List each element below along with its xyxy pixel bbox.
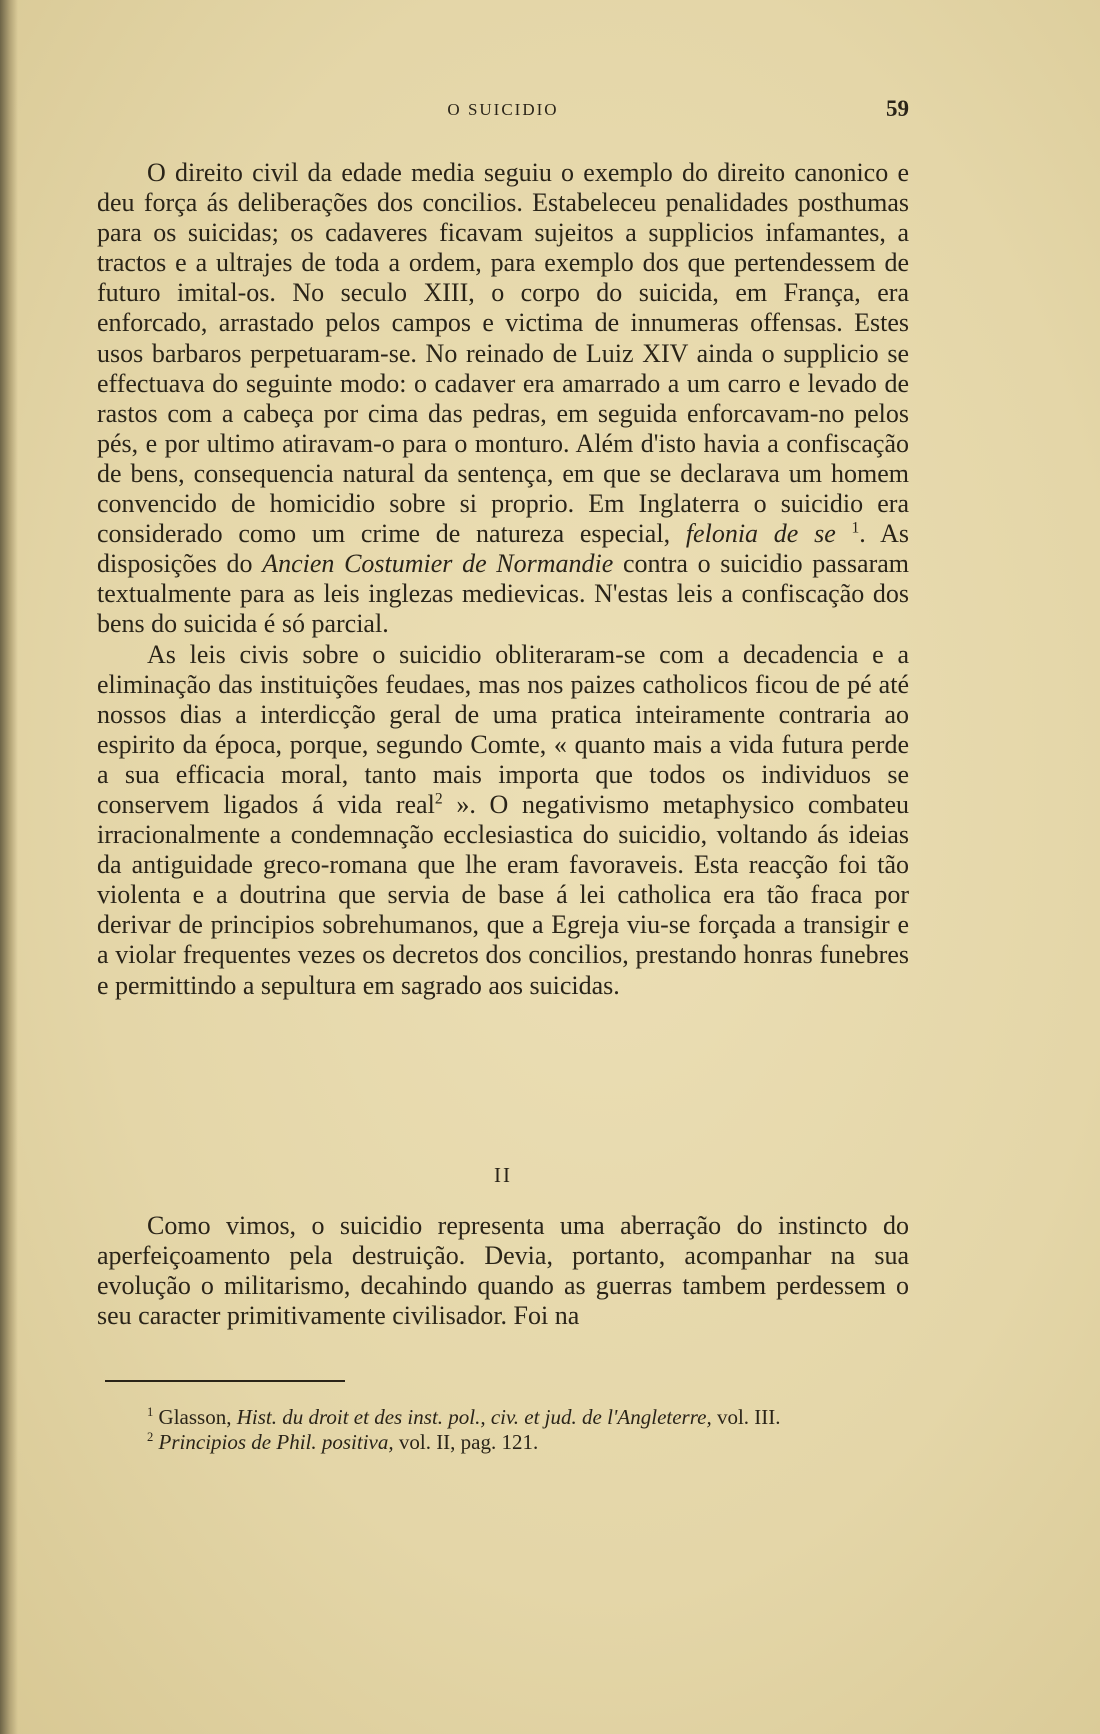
- section-heading: II: [494, 1163, 512, 1187]
- section-2-text: [97, 1211, 909, 1331]
- paragraph-1-text-end: contra o suicidio passaram textualmente para as leis inglezas medievicas. N'estas leis a confiscação dos bens do suicida é só parcial.: [97, 549, 910, 639]
- footnote-2: [97, 1430, 909, 1455]
- page-binding-edge: [0, 0, 18, 1734]
- main-text: [97, 158, 909, 1001]
- footnote-1-author: Glasson,: [158, 1405, 232, 1429]
- footnote-1: [97, 1405, 909, 1430]
- footnote-1-rest: vol. III.: [716, 1405, 781, 1429]
- page-number: 59: [886, 96, 909, 121]
- paragraph-1-text: O direito civil da edade media seguiu o exemplo do direito canonico e deu força ás deliberações dos concilios. Estabeleceu penalidades posthumas para os suicidas; os cadaveres ficavam sujeitos a supplicios infamantes, a tractos e a ultrajes de toda a ordem, para exemplo dos que pertendessem de futuro imital-os. No seculo XIII, o corpo do suicida, em França, era enforcado, arrastado pelos campos e victima de innumeras offensas. Estes usos barbaros perpetuaram-se. No reinado de Luiz XIV ainda o supplicio se effectuava do seguinte modo: o cadaver era amarrado a um carro e levado de rastos com a cabeça por cima das pedras, em seguida enforcavam-no pelos pés, e por ultimo atiravam-o para o monturo. Além d'isto havia a confiscação de bens, consequencia natural da sentença, em que se declarava um homem convencido de homicidio sobre si proprio. Em Inglaterra o suicidio era considerado como um crime de natureza especial,: [97, 158, 909, 549]
- footnote-2-mark: 2: [147, 1430, 154, 1444]
- footnotes: [97, 1405, 909, 1455]
- footnote-1-title: Hist. du droit et des inst. pol., civ. et jud. de l'Angleterre,: [236, 1405, 712, 1429]
- running-title: O SUICIDIO: [447, 100, 559, 119]
- footnote-1-mark: 1: [147, 1405, 154, 1419]
- footnote-ref-2: 2: [434, 790, 443, 808]
- italic-felonia: felonia de se: [685, 519, 836, 549]
- paragraph-3: Como vimos, o suicidio representa uma aberração do instincto do aperfeiçoamento pela destruição. Devia, portanto, acompanhar na sua evolução o militarismo, decahindo quando as guerras tambem perdessem o seu caracter primitivamente civilisador. Foi na: [97, 1211, 909, 1331]
- paragraph-1: [97, 158, 909, 640]
- footnote-ref-1: 1: [851, 519, 860, 537]
- page-header: [97, 96, 909, 128]
- italic-ancien-costumier: Ancien Costumier de Normandie: [262, 549, 614, 579]
- paragraph-2-text: As leis civis sobre o suicidio obliteraram-se com a decadencia e a eliminação das instituições feudaes, mas nos paizes catholicos ficou de pé até nossos dias a interdicção geral de uma pratica inteiramente contraria ao espirito da época, porque, segundo Comte, « quanto mais a vida futura perde a sua efficacia moral, tanto mais importa que todos os individuos se conservem ligados á vida real: [97, 639, 909, 819]
- paragraph-2: [97, 640, 909, 1001]
- paragraph-1-text-cont: . As disposições do: [97, 519, 909, 579]
- footnote-2-title: Principios de Phil. positiva,: [158, 1430, 394, 1454]
- footnote-separator: [105, 1380, 345, 1382]
- paragraph-2-text-end: ». O negativismo metaphysico combateu irracionalmente a condemnação ecclesiastica do suicidio, voltando ás ideias da antiguidade greco-romana que lhe eram favoraveis. Esta reacção foi tão violenta e a doutrina que servia de base á lei catholica era tão fraca por derivar de principios sobrehumanos, que a Egreja viu-se forçada a transigir e a violar frequentes vezes os decretos dos concilios, prestando honras funebres e permittindo a sepultura em sagrado aos suicidas.: [97, 789, 909, 1000]
- footnote-2-rest: vol. II, pag. 121.: [398, 1430, 539, 1454]
